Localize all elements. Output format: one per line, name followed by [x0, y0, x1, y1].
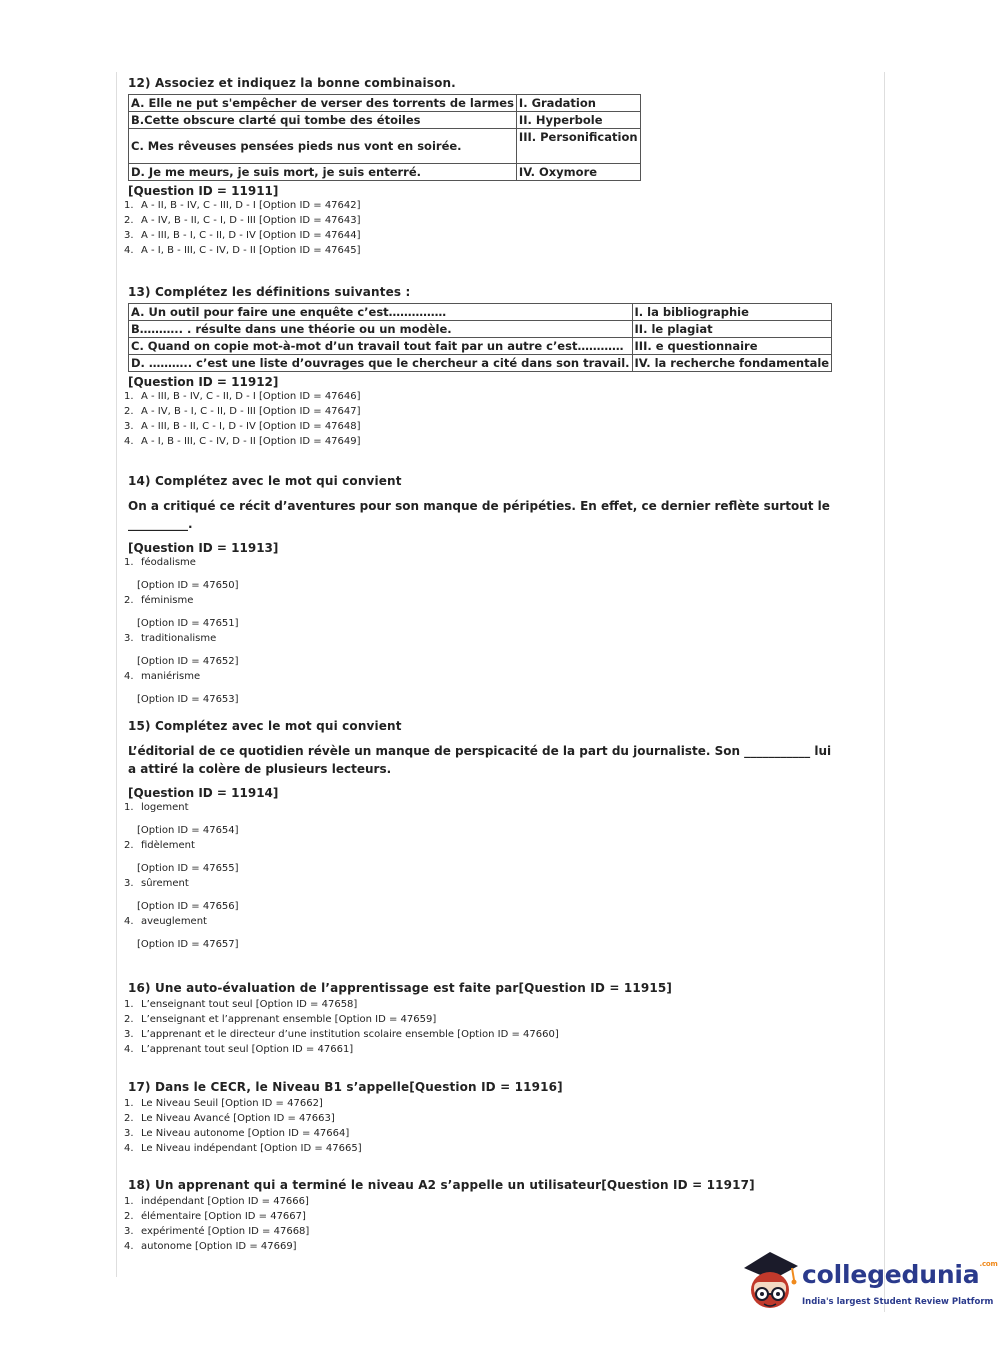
table-row: D. Je me meurs, je suis mort, je suis enterré. IV. Oxymore: [129, 164, 641, 181]
option-item[interactable]: 1. L’enseignant tout seul [Option ID = 47658]: [124, 999, 358, 1010]
right-margin-line: [884, 72, 885, 1312]
question-15: [124, 719, 836, 952]
option-item[interactable]: 2. Le Niveau Avancé [Option ID = 47663]: [124, 1113, 335, 1124]
question-title: 13) Complétez les définitions suivantes :: [128, 285, 411, 299]
matching-table: [128, 94, 641, 181]
question-14: [124, 474, 836, 707]
option-item[interactable]: 4. L’apprenant tout seul [Option ID = 47661]: [124, 1044, 354, 1055]
option-item[interactable]: 4. A - I, B - III, C - IV, D - II [Option ID = 47645]: [124, 245, 361, 256]
table-row: A. Elle ne put s'empêcher de verser des torrents de larmes I. Gradation: [129, 95, 641, 112]
option-item[interactable]: 4. A - I, B - III, C - IV, D - II [Option ID = 47649]: [124, 436, 361, 447]
option-item[interactable]: 3. traditionalisme [Option ID = 47652]: [124, 633, 239, 667]
question-title: 17) Dans le CECR, le Niveau B1 s’appelle[Question ID = 11916]: [128, 1080, 563, 1094]
option-list: [124, 800, 832, 952]
option-item[interactable]: 1. A - III, B - IV, C - II, D - I [Option ID = 47646]: [124, 391, 361, 402]
option-item[interactable]: 3. L’apprenant et le directeur d’une institution scolaire ensemble [Option ID = 47660]: [124, 1029, 559, 1040]
option-item[interactable]: 4. Le Niveau indépendant [Option ID = 47665]: [124, 1143, 362, 1154]
collegedunia-logo[interactable]: [740, 1246, 998, 1316]
question-title: 15) Complétez avec le mot qui convient: [128, 719, 402, 733]
table-row: A. Un outil pour faire une enquête c’est…………… I. la bibliographie: [129, 304, 832, 321]
table-row: C. Quand on copie mot-à-mot d’un travail tout fait par un autre c’est………… III. e questionnaire: [129, 338, 832, 355]
question-id: [Question ID = 11911]: [128, 184, 279, 198]
table-row: B.Cette obscure clarté qui tombe des étoiles II. Hyperbole: [129, 112, 641, 129]
option-item[interactable]: 2. féminisme [Option ID = 47651]: [124, 595, 239, 629]
logo-tagline: India's largest Student Review Platform: [802, 1297, 994, 1307]
question-13: [124, 285, 832, 449]
question-id: [Question ID = 11914]: [128, 786, 279, 800]
option-item[interactable]: 4. aveuglement [Option ID = 47657]: [124, 916, 239, 950]
option-item[interactable]: 1. féodalisme [Option ID = 47650]: [124, 557, 239, 591]
left-margin-line: [116, 72, 117, 1277]
option-list: [124, 1194, 751, 1254]
question-16: [124, 981, 673, 1057]
question-title: 18) Un apprenant qui a terminé le niveau A2 s’appelle un utilisateur[Question ID = 11917]: [128, 1178, 755, 1192]
option-item[interactable]: 1. Le Niveau Seuil [Option ID = 47662]: [124, 1098, 323, 1109]
question-title: 14) Complétez avec le mot qui convient: [128, 474, 402, 488]
table-row: D. ……….. c’est une liste d’ouvrages que le chercheur a cité dans son travail. IV. la recherche fondamentale: [129, 355, 832, 372]
option-item[interactable]: 2. A - IV, B - I, C - II, D - III [Option ID = 47647]: [124, 406, 361, 417]
table-row: B……….. . résulte dans une théorie ou un modèle. II. le plagiat: [129, 321, 832, 338]
option-list: [124, 198, 637, 258]
option-item[interactable]: 1. logement [Option ID = 47654]: [124, 802, 239, 836]
option-item[interactable]: 3. sûrement [Option ID = 47656]: [124, 878, 239, 912]
matching-table: [128, 303, 832, 372]
option-item[interactable]: 1. A - II, B - IV, C - III, D - I [Option ID = 47642]: [124, 200, 361, 211]
option-item[interactable]: 3. A - III, B - II, C - I, D - IV [Option ID = 47648]: [124, 421, 361, 432]
logo-wordmark: collegedunia$^{.com}$: [802, 1260, 998, 1289]
option-list: [124, 997, 668, 1057]
question-id: [Question ID = 11913]: [128, 541, 279, 555]
option-item[interactable]: 2. fidèlement [Option ID = 47655]: [124, 840, 239, 874]
question-12: [124, 76, 641, 258]
option-item[interactable]: 2. élémentaire [Option ID = 47667]: [124, 1211, 306, 1222]
option-item[interactable]: 1. indépendant [Option ID = 47666]: [124, 1196, 309, 1207]
question-stem: L’éditorial de ce quotidien révèle un manque de perspicacité de la part du journaliste. Son ___________ lui a attiré la colère de plusieurs lecteurs.: [128, 744, 832, 776]
option-item[interactable]: 2. L’enseignant et l’apprenant ensemble [Option ID = 47659]: [124, 1014, 437, 1025]
question-title: 16) Une auto-évaluation de l’apprentissage est faite par[Question ID = 11915]: [128, 981, 673, 995]
option-item[interactable]: 3. expérimenté [Option ID = 47668]: [124, 1226, 310, 1237]
option-item[interactable]: 2. A - IV, B - II, C - I, D - III [Option ID = 47643]: [124, 215, 361, 226]
question-id: [Question ID = 11912]: [128, 375, 279, 389]
option-item[interactable]: 4. maniérisme [Option ID = 47653]: [124, 671, 239, 705]
option-item[interactable]: 3. Le Niveau autonome [Option ID = 47664]: [124, 1128, 350, 1139]
option-item[interactable]: 4. autonome [Option ID = 47669]: [124, 1241, 297, 1252]
table-row: C. Mes rêveuses pensées pieds nus vont en soirée. III. Personification: [129, 129, 641, 164]
option-item[interactable]: 3. A - III, B - I, C - II, D - IV [Option ID = 47644]: [124, 230, 361, 241]
question-title: 12) Associez et indiquez la bonne combinaison.: [128, 76, 456, 90]
question-stem: On a critiqué ce récit d’aventures pour son manque de péripéties. En effet, ce dernier reflète surtout le __________.: [128, 499, 830, 531]
option-list: [124, 555, 832, 707]
mascot-icon: [740, 1246, 802, 1316]
question-18: [124, 1178, 755, 1254]
option-list: [124, 389, 828, 449]
question-17: [124, 1080, 563, 1156]
option-list: [124, 1096, 559, 1156]
